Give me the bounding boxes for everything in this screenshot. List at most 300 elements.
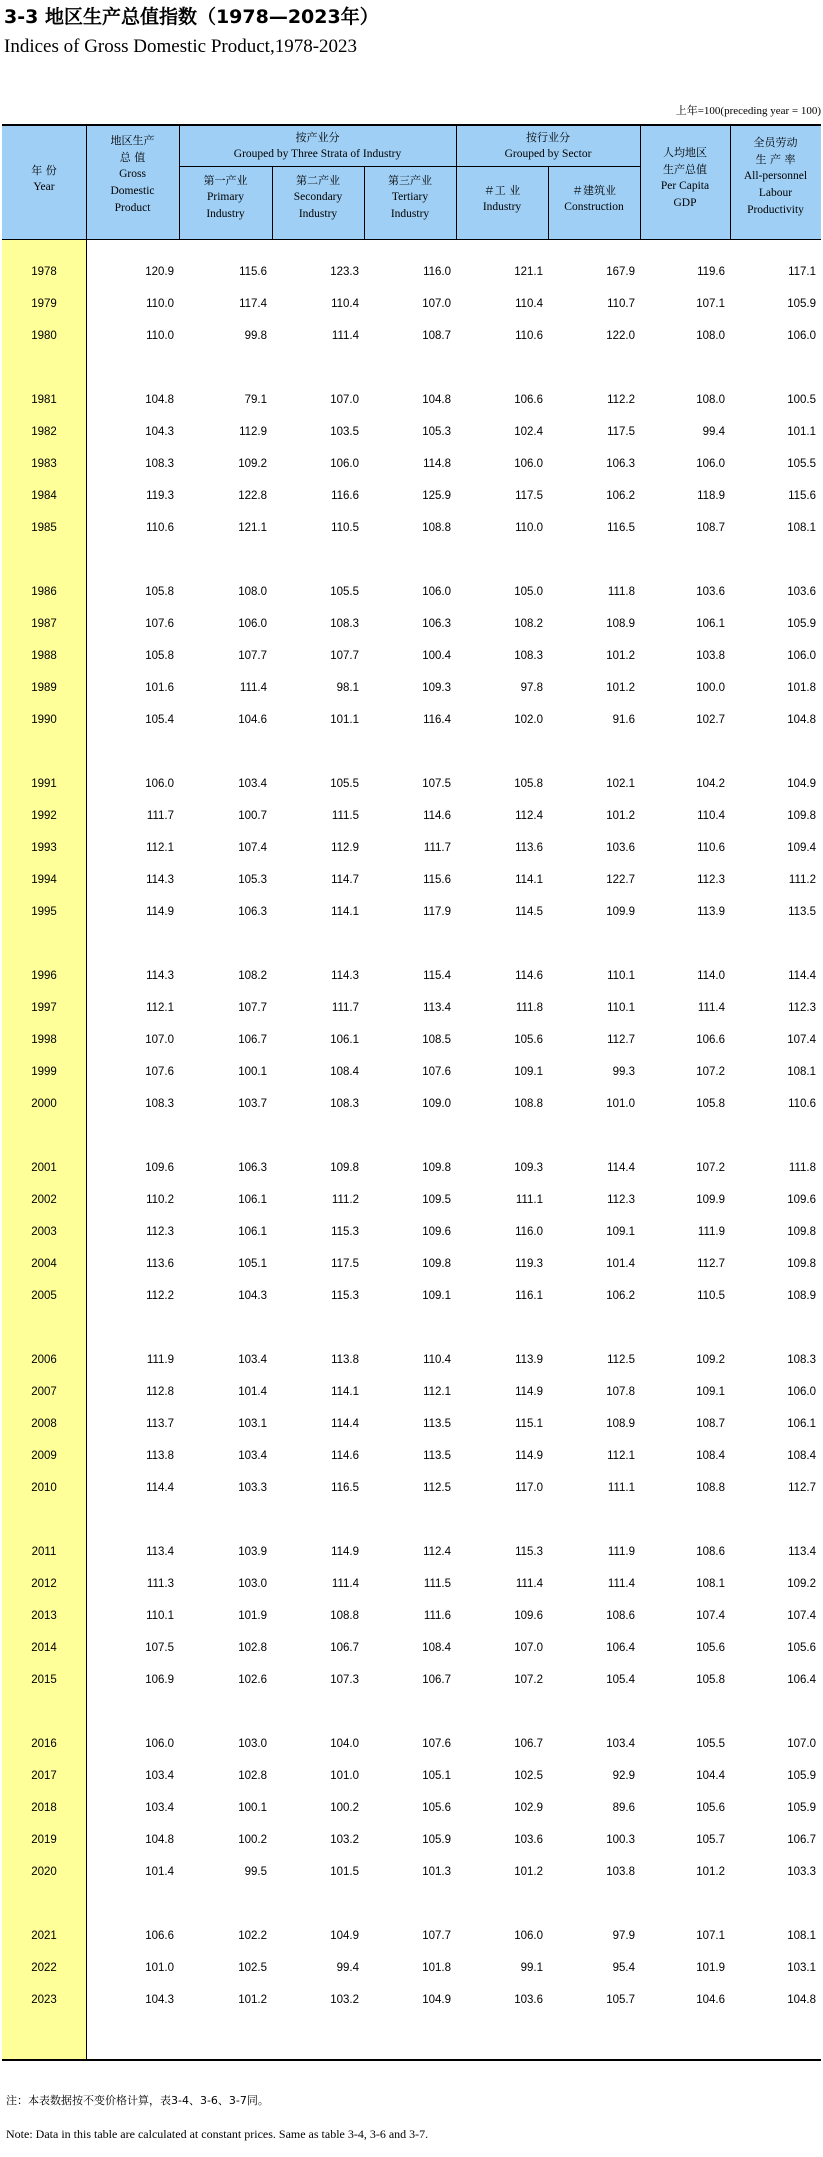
value-cell: 104.3: [145, 1994, 174, 2006]
value-cell: 107.4: [238, 842, 267, 854]
value-cell: 113.5: [423, 1418, 451, 1430]
value-cell: 107.5: [145, 1642, 174, 1654]
value-cell: 114.8: [423, 458, 451, 470]
value-cell: 108.4: [422, 1642, 451, 1654]
table-row: [2, 1379, 821, 1405]
value-cell: 112.7: [788, 1482, 816, 1494]
value-cell: 106.0: [787, 1386, 816, 1398]
value-cell: 122.8: [238, 490, 267, 502]
value-cell: 105.5: [787, 458, 816, 470]
value-cell: 111.2: [788, 874, 816, 886]
value-cell: 110.4: [331, 298, 359, 310]
value-cell: 118.9: [697, 490, 725, 502]
value-cell: 112.7: [697, 1258, 725, 1270]
value-cell: 114.6: [515, 970, 543, 982]
value-cell: 102.2: [238, 1930, 267, 1942]
year-cell: 1986: [31, 586, 57, 598]
value-cell: 111.4: [331, 330, 359, 342]
value-cell: 105.8: [696, 1674, 725, 1686]
value-cell: 105.9: [787, 618, 816, 630]
table-row: [2, 579, 821, 605]
value-cell: 107.7: [330, 650, 359, 662]
value-cell: 108.1: [787, 522, 816, 534]
value-cell: 112.1: [146, 1002, 174, 1014]
value-cell: 107.8: [606, 1386, 635, 1398]
value-cell: 108.3: [514, 650, 543, 662]
value-cell: 103.4: [238, 778, 267, 790]
value-cell: 108.8: [696, 1482, 725, 1494]
value-cell: 101.8: [422, 1962, 451, 1974]
value-cell: 109.3: [422, 682, 451, 694]
value-cell: 112.5: [423, 1482, 451, 1494]
value-cell: 105.3: [422, 426, 451, 438]
value-cell: 112.9: [331, 842, 359, 854]
footnote-en: Note: Data in this table are calculated at constant prices. Same as table 3-4, 3-6 and 3-7.: [6, 2127, 429, 2141]
value-cell: 111.4: [607, 1578, 635, 1590]
table-row: [2, 419, 821, 445]
value-cell: 105.6: [696, 1642, 725, 1654]
year-cell: 2009: [31, 1450, 57, 1462]
header-primary: 第一产业 Primary Industry: [203, 174, 248, 220]
table-row: [2, 1859, 821, 1885]
table-row: [2, 259, 821, 285]
value-cell: 108.9: [606, 1418, 635, 1430]
value-cell: 99.4: [336, 1962, 359, 1974]
value-cell: 105.9: [787, 1802, 816, 1814]
top-rule: [2, 124, 821, 126]
value-cell: 102.1: [606, 778, 635, 790]
value-cell: 99.4: [702, 426, 725, 438]
value-cell: 113.4: [146, 1546, 174, 1558]
value-cell: 105.0: [514, 586, 543, 598]
value-cell: 105.5: [330, 586, 359, 598]
table-row: [2, 1571, 821, 1597]
table-row: [2, 1923, 821, 1949]
year-cell: 1985: [31, 522, 57, 534]
value-cell: 101.1: [787, 426, 816, 438]
table-row: [2, 1987, 821, 2013]
year-cell: 2014: [31, 1642, 57, 1654]
value-cell: 106.0: [787, 330, 816, 342]
value-cell: 117.9: [423, 906, 451, 918]
year-cell: 1997: [31, 1002, 57, 1014]
value-cell: 107.2: [696, 1162, 725, 1174]
value-cell: 110.0: [515, 522, 543, 534]
value-cell: 100.2: [238, 1834, 267, 1846]
value-cell: 109.6: [145, 1162, 174, 1174]
year-cell: 2008: [31, 1418, 57, 1430]
value-cell: 116.5: [607, 522, 635, 534]
table-row: [2, 323, 821, 349]
value-cell: 107.4: [787, 1034, 816, 1046]
value-cell: 114.0: [697, 970, 725, 982]
value-cell: 111.9: [146, 1354, 174, 1366]
value-cell: 104.9: [787, 778, 816, 790]
value-cell: 106.6: [514, 394, 543, 406]
value-cell: 113.6: [146, 1258, 174, 1270]
value-cell: 106.3: [422, 618, 451, 630]
value-cell: 110.1: [607, 970, 635, 982]
value-cell: 107.3: [330, 1674, 359, 1686]
value-cell: 115.1: [515, 1418, 543, 1430]
value-cell: 117.5: [607, 426, 635, 438]
value-cell: 101.6: [145, 682, 174, 694]
value-cell: 109.8: [422, 1258, 451, 1270]
value-cell: 101.2: [606, 682, 635, 694]
value-cell: 106.0: [422, 586, 451, 598]
value-cell: 108.4: [787, 1450, 816, 1462]
year-cell: 1990: [31, 714, 57, 726]
value-cell: 108.8: [330, 1610, 359, 1622]
value-cell: 106.0: [696, 458, 725, 470]
value-cell: 111.7: [146, 810, 174, 822]
table-row: [2, 1443, 821, 1469]
value-cell: 101.5: [330, 1866, 359, 1878]
value-cell: 105.8: [145, 586, 174, 598]
value-cell: 100.3: [606, 1834, 635, 1846]
value-cell: 101.2: [606, 810, 635, 822]
value-cell: 101.4: [238, 1386, 267, 1398]
value-cell: 103.8: [606, 1866, 635, 1878]
year-cell: 2001: [31, 1162, 57, 1174]
year-cell: 1993: [31, 842, 57, 854]
header-labour: 全员劳动 生 产 率 All-personnel Labour Productivity: [743, 136, 808, 216]
year-cell: 2022: [31, 1962, 57, 1974]
value-cell: 110.1: [607, 1002, 635, 1014]
header-secondary: 第二产业 Secondary Industry: [293, 174, 343, 220]
value-cell: 103.0: [238, 1738, 267, 1750]
value-cell: 109.4: [787, 842, 816, 854]
value-cell: 104.9: [422, 1994, 451, 2006]
value-cell: 106.0: [514, 458, 543, 470]
value-cell: 117.1: [788, 266, 816, 278]
value-cell: 109.8: [787, 1258, 816, 1270]
year-cell: 1987: [31, 618, 57, 630]
value-cell: 108.2: [514, 618, 543, 630]
value-cell: 109.1: [514, 1066, 543, 1078]
table-row: [2, 1027, 821, 1053]
value-cell: 103.3: [787, 1866, 816, 1878]
value-cell: 103.7: [238, 1098, 267, 1110]
value-cell: 113.5: [788, 906, 816, 918]
value-cell: 106.4: [606, 1642, 635, 1654]
year-cell: 1980: [31, 330, 57, 342]
table-row: [2, 1539, 821, 1565]
value-cell: 107.0: [145, 1034, 174, 1046]
value-cell: 111.8: [788, 1162, 816, 1174]
value-cell: 117.4: [239, 298, 267, 310]
year-cell: 1998: [31, 1034, 57, 1046]
value-cell: 112.9: [239, 426, 267, 438]
value-cell: 104.9: [330, 1930, 359, 1942]
value-cell: 114.4: [607, 1162, 635, 1174]
year-cell: 1982: [31, 426, 57, 438]
value-cell: 112.4: [423, 1546, 451, 1558]
value-cell: 110.2: [146, 1194, 174, 1206]
value-cell: 108.8: [514, 1098, 543, 1110]
value-cell: 103.4: [145, 1770, 174, 1782]
value-cell: 114.9: [146, 906, 174, 918]
value-cell: 125.9: [422, 490, 451, 502]
year-cell: 2018: [31, 1802, 57, 1814]
value-cell: 117.5: [331, 1258, 359, 1270]
value-cell: 106.3: [606, 458, 635, 470]
value-cell: 99.1: [520, 1962, 543, 1974]
value-cell: 107.6: [145, 618, 174, 630]
value-cell: 110.6: [146, 522, 174, 534]
value-cell: 89.6: [612, 1802, 635, 1814]
table-row: [2, 451, 821, 477]
table-row: [2, 963, 821, 989]
value-cell: 79.1: [244, 394, 267, 406]
value-cell: 117.5: [515, 490, 543, 502]
value-cell: 102.6: [238, 1674, 267, 1686]
table-row: [2, 1827, 821, 1853]
value-cell: 108.0: [696, 394, 725, 406]
table-row: [2, 483, 821, 509]
value-cell: 100.0: [696, 682, 725, 694]
value-cell: 109.8: [787, 810, 816, 822]
value-cell: 108.3: [330, 618, 359, 630]
table-row: [2, 803, 821, 829]
value-cell: 105.7: [606, 1994, 635, 2006]
table-row: [2, 1667, 821, 1693]
value-cell: 116.1: [515, 1290, 543, 1302]
footnote-cn: 注：本表数据按不变价格计算，表3-4、3-6、3-7同。: [6, 2094, 269, 2107]
table-row: [2, 1475, 821, 1501]
value-cell: 114.5: [515, 906, 543, 918]
value-cell: 112.2: [146, 1290, 174, 1302]
value-cell: 114.3: [331, 970, 359, 982]
value-cell: 109.1: [422, 1290, 451, 1302]
year-cell: 1978: [31, 266, 57, 278]
value-cell: 109.8: [330, 1162, 359, 1174]
year-cell: 1983: [31, 458, 57, 470]
value-cell: 109.9: [606, 906, 635, 918]
value-cell: 109.6: [422, 1226, 451, 1238]
header-sector: 按行业分 Grouped by Sector: [504, 131, 592, 160]
year-cell: 2011: [31, 1546, 57, 1558]
year-cell: 1999: [31, 1066, 57, 1078]
value-cell: 103.6: [787, 586, 816, 598]
value-cell: 106.0: [330, 458, 359, 470]
value-cell: 113.4: [788, 1546, 816, 1558]
value-cell: 113.6: [515, 842, 543, 854]
value-cell: 114.3: [146, 970, 174, 982]
value-cell: 102.7: [696, 714, 725, 726]
value-cell: 106.0: [514, 1930, 543, 1942]
value-cell: 111.9: [607, 1546, 635, 1558]
value-cell: 103.4: [238, 1354, 267, 1366]
value-cell: 99.3: [612, 1066, 635, 1078]
value-cell: 103.6: [514, 1834, 543, 1846]
value-cell: 110.7: [607, 298, 635, 310]
table-row: [2, 1059, 821, 1085]
value-cell: 114.1: [331, 1386, 359, 1398]
value-cell: 101.8: [787, 682, 816, 694]
value-cell: 106.0: [238, 618, 267, 630]
value-cell: 107.2: [514, 1674, 543, 1686]
value-cell: 103.4: [238, 1450, 267, 1462]
header-gdp: 地区生产 总 值 Gross Domestic Product: [110, 134, 155, 214]
value-cell: 113.4: [423, 1002, 451, 1014]
year-cell: 1984: [31, 490, 57, 502]
value-cell: 113.9: [515, 1354, 543, 1366]
value-cell: 109.1: [696, 1386, 725, 1398]
table-row: [2, 1411, 821, 1437]
value-cell: 107.0: [514, 1642, 543, 1654]
year-cell: 2003: [31, 1226, 57, 1238]
value-cell: 91.6: [612, 714, 635, 726]
value-cell: 123.3: [330, 266, 359, 278]
value-cell: 105.3: [238, 874, 267, 886]
value-cell: 108.0: [238, 586, 267, 598]
value-cell: 101.2: [696, 1866, 725, 1878]
value-cell: 115.3: [515, 1546, 543, 1558]
value-cell: 112.5: [607, 1354, 635, 1366]
value-cell: 112.3: [697, 874, 725, 886]
table-title-cn: 3-3 地区生产总值指数（1978—2023年）: [4, 6, 379, 28]
value-cell: 109.2: [787, 1578, 816, 1590]
value-cell: 100.4: [422, 650, 451, 662]
table-row: [2, 707, 821, 733]
value-cell: 100.7: [238, 810, 267, 822]
value-cell: 97.9: [612, 1930, 635, 1942]
table-row: [2, 1731, 821, 1757]
value-cell: 103.3: [238, 1482, 267, 1494]
value-cell: 111.8: [515, 1002, 543, 1014]
value-cell: 103.4: [606, 1738, 635, 1750]
value-cell: 106.0: [787, 650, 816, 662]
year-cell: 2020: [31, 1866, 57, 1878]
year-cell: 2021: [31, 1930, 57, 1942]
value-cell: 114.6: [331, 1450, 359, 1462]
year-cell: 2004: [31, 1258, 57, 1270]
table-row: [2, 1187, 821, 1213]
value-cell: 109.5: [422, 1194, 451, 1206]
table-row: [2, 1635, 821, 1661]
value-cell: 106.3: [238, 1162, 267, 1174]
value-cell: 112.1: [423, 1386, 451, 1398]
value-cell: 101.2: [238, 1994, 267, 2006]
year-cell: 1991: [31, 778, 57, 790]
value-cell: 112.2: [607, 394, 635, 406]
value-cell: 105.1: [238, 1258, 267, 1270]
value-cell: 113.7: [146, 1418, 174, 1430]
value-cell: 103.1: [787, 1962, 816, 1974]
value-cell: 108.1: [787, 1930, 816, 1942]
value-cell: 102.5: [238, 1962, 267, 1974]
value-cell: 112.3: [788, 1002, 816, 1014]
value-cell: 106.0: [145, 1738, 174, 1750]
value-cell: 104.0: [330, 1738, 359, 1750]
value-cell: 103.5: [330, 426, 359, 438]
value-cell: 106.0: [145, 778, 174, 790]
value-cell: 108.3: [145, 458, 174, 470]
value-cell: 108.7: [422, 330, 451, 342]
value-cell: 108.7: [696, 522, 725, 534]
value-cell: 111.3: [146, 1578, 174, 1590]
value-cell: 106.7: [422, 1674, 451, 1686]
value-cell: 97.8: [520, 682, 543, 694]
value-cell: 107.0: [422, 298, 451, 310]
value-cell: 108.6: [696, 1546, 725, 1558]
value-cell: 106.1: [330, 1034, 359, 1046]
year-cell: 1981: [31, 394, 57, 406]
value-cell: 112.3: [607, 1194, 635, 1206]
value-cell: 107.7: [238, 650, 267, 662]
value-cell: 114.4: [788, 970, 816, 982]
value-cell: 109.1: [606, 1226, 635, 1238]
value-cell: 108.7: [696, 1418, 725, 1430]
value-cell: 103.2: [330, 1834, 359, 1846]
value-cell: 110.5: [331, 522, 359, 534]
value-cell: 110.6: [788, 1098, 816, 1110]
table-row: [2, 771, 821, 797]
value-cell: 111.5: [331, 810, 359, 822]
year-cell: 2010: [31, 1482, 57, 1494]
value-cell: 108.1: [696, 1578, 725, 1590]
value-cell: 101.2: [606, 650, 635, 662]
value-cell: 100.1: [238, 1802, 267, 1814]
year-cell: 1988: [31, 650, 57, 662]
header-strata: 按产业分 Grouped by Three Strata of Industry: [233, 131, 402, 160]
value-cell: 105.6: [696, 1802, 725, 1814]
value-cell: 111.6: [423, 1610, 451, 1622]
value-cell: 105.8: [696, 1098, 725, 1110]
value-cell: 111.8: [607, 586, 635, 598]
header-per-capita: 人均地区 生产总值 Per Capita GDP: [660, 146, 710, 209]
year-cell: 1994: [31, 874, 57, 886]
value-cell: 106.4: [787, 1674, 816, 1686]
value-cell: 114.6: [423, 810, 451, 822]
value-cell: 110.6: [697, 842, 725, 854]
value-cell: 121.1: [514, 266, 543, 278]
header-year: 年 份 Year: [31, 164, 57, 193]
table-row: [2, 1763, 821, 1789]
year-cell: 2002: [31, 1194, 57, 1206]
value-cell: 102.4: [514, 426, 543, 438]
value-cell: 112.1: [146, 842, 174, 854]
value-cell: 92.9: [612, 1770, 635, 1782]
value-cell: 105.7: [696, 1834, 725, 1846]
table-row: [2, 995, 821, 1021]
value-cell: 107.0: [787, 1738, 816, 1750]
value-cell: 114.7: [331, 874, 359, 886]
value-cell: 111.7: [423, 842, 451, 854]
value-cell: 104.2: [696, 778, 725, 790]
value-cell: 110.4: [515, 298, 543, 310]
value-cell: 122.7: [606, 874, 635, 886]
year-cell: 1979: [31, 298, 57, 310]
value-cell: 100.2: [330, 1802, 359, 1814]
value-cell: 109.6: [787, 1194, 816, 1206]
table-row: [2, 1283, 821, 1309]
value-cell: 109.3: [514, 1162, 543, 1174]
table-row: [2, 1155, 821, 1181]
value-cell: 112.4: [515, 810, 543, 822]
value-cell: 106.7: [238, 1034, 267, 1046]
header-tertiary: 第三产业 Tertiary Industry: [388, 174, 432, 220]
value-cell: 110.1: [146, 1610, 174, 1622]
value-cell: 119.6: [697, 266, 725, 278]
value-cell: 103.9: [238, 1546, 267, 1558]
value-cell: 104.8: [422, 394, 451, 406]
table-row: [2, 1219, 821, 1245]
table-row: [2, 899, 821, 925]
value-cell: 105.1: [422, 1770, 451, 1782]
value-cell: 120.9: [145, 266, 174, 278]
